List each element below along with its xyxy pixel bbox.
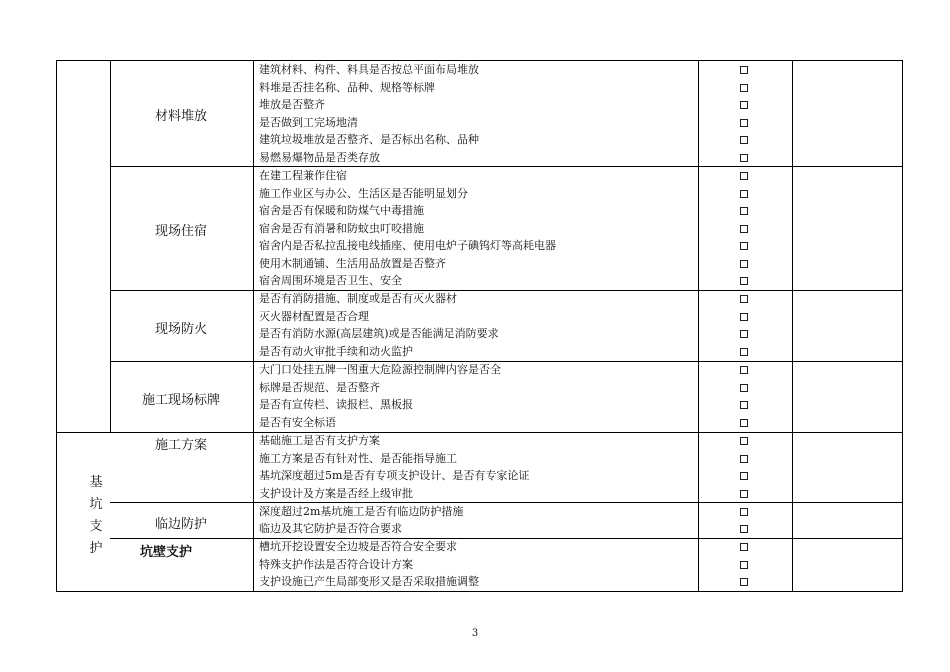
check-box[interactable] — [740, 455, 748, 463]
check-box[interactable] — [740, 295, 748, 303]
list-item: 灭火器材配置是否合理 — [259, 310, 369, 323]
list-item: 施工方案是否有针对性、是否能指导施工 — [259, 452, 457, 465]
list-item: 堆放是否整齐 — [259, 98, 325, 111]
check-box[interactable] — [740, 561, 748, 569]
check-box[interactable] — [740, 190, 748, 198]
list-item: 建筑垃圾堆放是否整齐、是否标出名称、品种 — [259, 133, 479, 146]
list-item: 深度超过2m基坑施工是否有临边防护措施 — [259, 505, 464, 518]
check-box[interactable] — [740, 260, 748, 268]
list-item: 槽坑开挖设置安全边坡是否符合安全要求 — [259, 540, 457, 553]
check-box[interactable] — [740, 136, 748, 144]
list-item: 支护设计及方案是否经上级审批 — [259, 487, 413, 500]
check-box[interactable] — [740, 84, 748, 92]
check-box[interactable] — [740, 543, 748, 551]
list-item: 使用木制通铺、生活用品放置是否整齐 — [259, 257, 446, 270]
list-item: 易燃易爆物品是否类存放 — [259, 151, 380, 164]
check-box[interactable] — [740, 437, 748, 445]
check-box[interactable] — [740, 313, 748, 321]
list-item: 支护设施已产生局部变形又是否采取措施调整 — [259, 575, 479, 588]
check-box[interactable] — [740, 384, 748, 392]
check-box[interactable] — [740, 366, 748, 374]
list-item: 基础施工是否有支护方案 — [259, 434, 380, 447]
list-item: 是否有安全标语 — [259, 416, 336, 429]
check-box[interactable] — [740, 277, 748, 285]
check-box[interactable] — [740, 119, 748, 127]
list-item: 是否做到工完场地清 — [259, 116, 358, 129]
list-item: 施工作业区与办公、生活区是否能明显划分 — [259, 187, 468, 200]
category-site-accommodation: 现场住宿 — [155, 224, 208, 239]
list-item: 宿舍是否有保暖和防煤气中毒措施 — [259, 204, 424, 217]
check-box[interactable] — [740, 154, 748, 162]
check-box[interactable] — [740, 508, 748, 516]
check-box[interactable] — [740, 490, 748, 498]
category-site-fire-protection: 现场防火 — [155, 322, 208, 337]
check-box[interactable] — [740, 472, 748, 480]
category-edge-protection: 临边防护 — [155, 517, 208, 532]
list-item: 在建工程兼作住宿 — [259, 169, 347, 182]
check-box[interactable] — [740, 578, 748, 586]
list-item: 特殊支护作法是否符合设计方案 — [259, 558, 413, 571]
check-box[interactable] — [740, 419, 748, 427]
list-item: 标牌是否规范、是否整齐 — [259, 381, 380, 394]
list-item: 宿舍内是否私拉乱接电线插座、使用电炉子碘钨灯等高耗电器 — [259, 239, 556, 252]
list-item: 宿舍是否有消暑和防蚊虫叮咬措施 — [259, 222, 424, 235]
check-box[interactable] — [740, 172, 748, 180]
check-box[interactable] — [740, 330, 748, 338]
list-item: 宿舍周围环境是否卫生、安全 — [259, 274, 402, 287]
section-label-foundation-support: 基坑支护 — [89, 475, 103, 556]
list-item: 基坑深度超过5m是否有专项支护设计、是否有专家论证 — [259, 469, 530, 482]
list-item: 建筑材料、构件、料具是否按总平面布局堆放 — [259, 63, 479, 76]
list-item: 是否有消防措施、制度或是否有灭火器材 — [259, 292, 457, 305]
category-material-stacking: 材料堆放 — [155, 109, 208, 124]
check-box[interactable] — [740, 242, 748, 250]
list-item: 是否有宣传栏、读报栏、黑板报 — [259, 398, 413, 411]
page-number: 3 — [471, 628, 479, 639]
list-item: 临边及其它防护是否符合要求 — [259, 522, 402, 535]
check-box[interactable] — [740, 225, 748, 233]
check-box[interactable] — [740, 101, 748, 109]
category-site-signage: 施工现场标牌 — [142, 393, 221, 408]
check-box[interactable] — [740, 401, 748, 409]
check-box[interactable] — [740, 66, 748, 74]
check-box[interactable] — [740, 207, 748, 215]
list-item: 大门口处挂五牌一图重大危险源控制牌内容是否全 — [259, 363, 501, 376]
check-box[interactable] — [740, 525, 748, 533]
list-item: 是否有消防水源(高层建筑)或是否能满足消防要求 — [259, 327, 499, 340]
list-item: 料堆是否挂名称、品种、规格等标牌 — [259, 81, 435, 94]
list-item: 是否有动火审批手续和动火监护 — [259, 345, 413, 358]
check-box[interactable] — [740, 348, 748, 356]
category-construction-plan: 施工方案 — [155, 438, 208, 453]
category-pit-wall-support: 坑壁支护 — [140, 545, 193, 560]
